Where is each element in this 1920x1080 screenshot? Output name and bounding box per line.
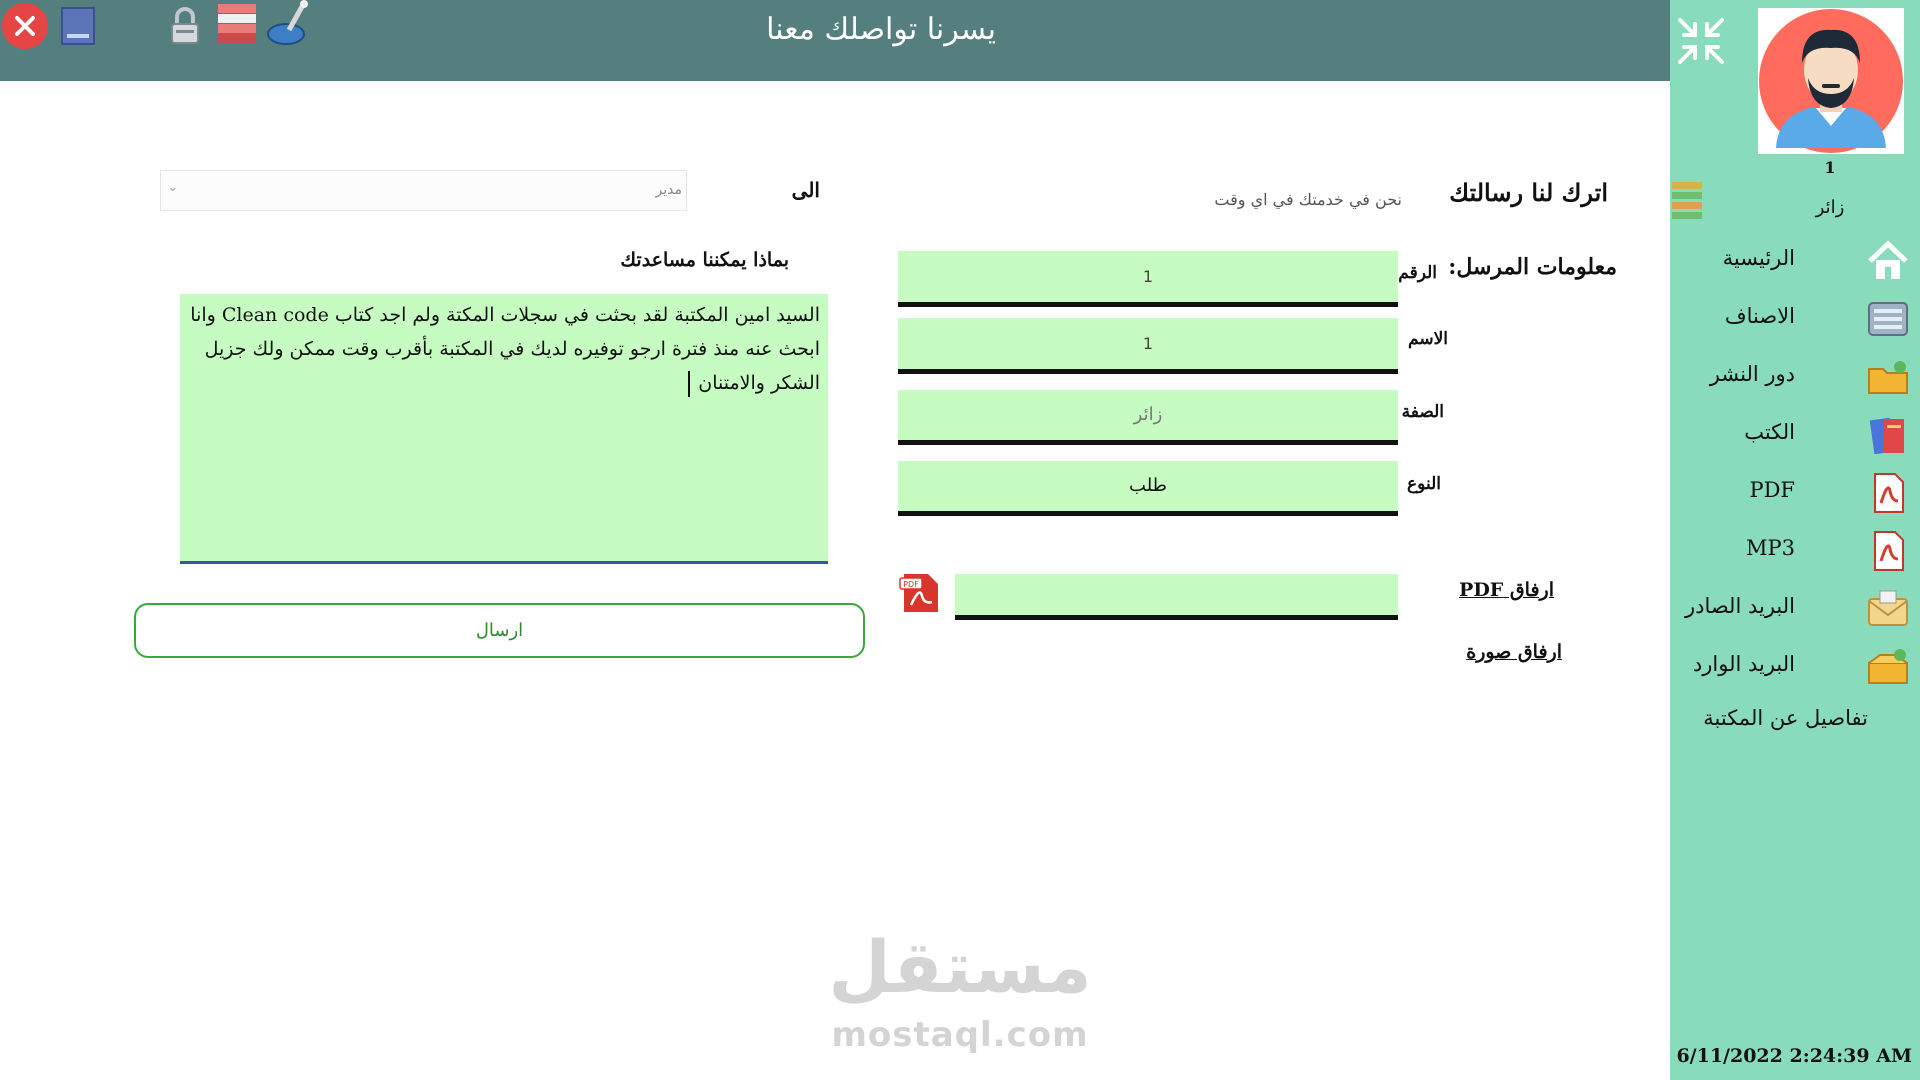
paint-icon[interactable] bbox=[264, 0, 312, 50]
sidebar-item-label: الكتب bbox=[1744, 420, 1795, 444]
to-select[interactable] bbox=[160, 170, 687, 211]
sidebar-item-label: تفاصيل عن المكتبة bbox=[1703, 706, 1868, 730]
minimize-icon[interactable] bbox=[61, 7, 95, 45]
watermark-arabic: مستقل bbox=[828, 925, 1092, 1009]
home-icon bbox=[1866, 239, 1910, 283]
role-field[interactable] bbox=[898, 390, 1398, 445]
lock-icon[interactable] bbox=[168, 6, 202, 46]
number-field-value: 1 bbox=[1142, 267, 1154, 286]
sidebar-item-publishers[interactable] bbox=[1670, 352, 1920, 402]
watermark-latin: mostaql.com bbox=[831, 1015, 1089, 1055]
field-label-type: النوع bbox=[1407, 474, 1441, 494]
user-role: زائر bbox=[1815, 197, 1845, 218]
attach-image-link[interactable]: ارفاق صورة bbox=[1466, 641, 1562, 663]
form-subheading: نحن في خدمتك في اي وقت bbox=[1214, 190, 1402, 209]
sidebar-item-categories[interactable] bbox=[1670, 294, 1920, 344]
collapse-icon[interactable] bbox=[1674, 14, 1728, 68]
svg-text:PDF: PDF bbox=[903, 580, 919, 589]
message-textarea[interactable] bbox=[180, 294, 828, 564]
pdf-attach-icon[interactable] bbox=[898, 570, 944, 616]
field-label-name: الاسم bbox=[1408, 329, 1448, 349]
field-label-number: الرقم bbox=[1398, 263, 1437, 283]
datetime: 6/11/2022 2:24:39 AM bbox=[1676, 1045, 1912, 1067]
number-field[interactable] bbox=[898, 251, 1398, 307]
sidebar-item-label: الرئيسية bbox=[1722, 246, 1795, 270]
sidebar-item-library-details[interactable] bbox=[1670, 700, 1920, 740]
form-heading: اترك لنا رسالتك bbox=[1449, 178, 1608, 207]
type-field-value: طلب bbox=[1129, 475, 1167, 496]
sidebar-item-label: البريد الصادر bbox=[1684, 594, 1795, 618]
mail-in-icon bbox=[1866, 645, 1910, 689]
to-select-value: مدير bbox=[655, 182, 682, 198]
attach-pdf-link[interactable]: ارفاق PDF bbox=[1459, 579, 1554, 601]
pdf-attach-field[interactable] bbox=[955, 574, 1398, 620]
sidebar-item-outbox[interactable] bbox=[1670, 584, 1920, 634]
sidebar-item-home[interactable] bbox=[1670, 236, 1920, 286]
avatar bbox=[1758, 8, 1904, 154]
role-field-value: زائر bbox=[1133, 404, 1163, 425]
sidebar-item-label: MP3 bbox=[1746, 536, 1795, 560]
sidebar-item-pdf[interactable] bbox=[1670, 468, 1920, 518]
drawer-icon bbox=[1866, 297, 1910, 341]
folder-icon bbox=[1866, 355, 1910, 399]
pdf-icon bbox=[1866, 529, 1910, 573]
sidebar-item-label: البريد الوارد bbox=[1692, 652, 1795, 676]
name-field-value: 1 bbox=[1142, 334, 1154, 353]
send-button[interactable]: ارسال bbox=[134, 603, 865, 658]
field-label-role: الصفة bbox=[1401, 402, 1444, 422]
text-cursor bbox=[688, 371, 690, 397]
sidebar-item-inbox[interactable] bbox=[1670, 642, 1920, 692]
help-label: بماذا يمكننا مساعدتك bbox=[620, 249, 789, 271]
pdf-icon bbox=[1866, 471, 1910, 515]
sender-info-label: معلومات المرسل: bbox=[1448, 254, 1617, 280]
mail-out-icon bbox=[1866, 587, 1910, 631]
message-text: السيد امين المكتبة لقد بحثت في سجلات المكتة ولم اجد كتاب Clean code وانا ابحث عنه منذ فترة ارجو توفيره لديك في المكتبة بأقرب وقت ممكن ولك جزيل الشكر والامتنان bbox=[190, 304, 820, 394]
sidebar-item-label: PDF bbox=[1749, 478, 1795, 502]
sidebar bbox=[1670, 0, 1920, 1080]
chevron-down-icon: ⌄ bbox=[167, 179, 179, 195]
window-title: يسرنا تواصلك معنا bbox=[766, 12, 996, 47]
to-label: الى bbox=[791, 178, 820, 202]
name-field[interactable] bbox=[898, 318, 1398, 374]
layout-icon bbox=[1672, 182, 1702, 222]
sidebar-item-mp3[interactable] bbox=[1670, 526, 1920, 576]
user-id: 1 bbox=[1824, 158, 1836, 177]
close-icon[interactable] bbox=[2, 3, 48, 49]
sidebar-item-books[interactable] bbox=[1670, 410, 1920, 460]
type-field[interactable] bbox=[898, 461, 1398, 516]
sidebar-item-label: دور النشر bbox=[1709, 362, 1795, 386]
flag-icon[interactable] bbox=[218, 4, 256, 44]
sidebar-item-label: الاصناف bbox=[1724, 304, 1795, 328]
books-icon bbox=[1866, 413, 1910, 457]
